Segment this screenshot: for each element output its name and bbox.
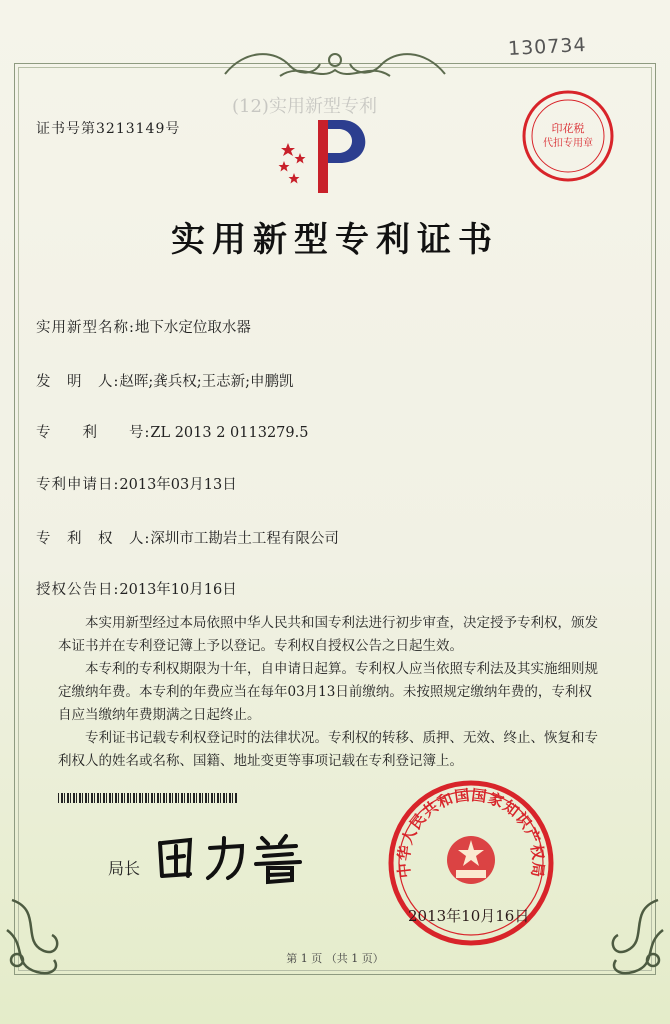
field-label: 专利申请日:	[36, 477, 120, 493]
certificate-number: 证书号第3213149号	[36, 121, 181, 137]
field-inventor	[36, 370, 294, 391]
seal-date: 2013年10月16日	[408, 907, 530, 925]
corner-ornament-bottom-right	[598, 890, 668, 980]
field-label: 实用新型名称:	[36, 320, 135, 336]
barcode	[58, 793, 238, 803]
director-signature	[150, 828, 320, 888]
field-value: ZL 2013 2 0113279.5	[150, 425, 309, 441]
field-value: 2013年10月16日	[119, 582, 237, 598]
svg-text:代扣专用章: 代扣专用章	[543, 138, 593, 149]
field-label: 发 明 人:	[36, 374, 120, 390]
body-paragraph: 专利证书记载专利权登记时的法律状况。专利权的转移、质押、无效、终止、恢复和专利权人的姓名或名称、国籍、地址变更等事项记载在专利登记簿上。	[58, 730, 598, 769]
director-label: 局长	[108, 859, 141, 878]
field-value: 赵晖;龚兵权;王志新;申鹏凯	[119, 374, 294, 390]
svg-text:中华人民共和国国家知识产权局: 中华人民共和国国家知识产权局	[394, 785, 548, 879]
corner-ornament-bottom-left	[2, 890, 72, 980]
page-footer: 第 1 页 （共 1 页）	[286, 952, 384, 965]
certificate-title: 实用新型专利证书	[171, 220, 499, 260]
field-value: 2013年03月13日	[119, 477, 237, 493]
field-value: 深圳市工勘岩土工程有限公司	[150, 531, 339, 547]
field-utility-name	[36, 316, 251, 337]
inner-border	[18, 67, 652, 971]
field-value: 地下水定位取水器	[134, 320, 251, 336]
field-patent-number	[36, 421, 308, 442]
field-grant-date	[36, 578, 237, 599]
handwritten-note: 130734	[507, 33, 588, 61]
svg-text:印花税: 印花税	[551, 122, 585, 135]
field-patentee	[36, 527, 339, 548]
top-ornament	[220, 44, 450, 84]
body-paragraph: 本实用新型经过本局依照中华人民共和国专利法进行初步审查，决定授予专利权，颁发本证书并在专利登记簿上予以登记。专利权自授权公告之日起生效。	[58, 615, 598, 654]
field-label: 授权公告日:	[36, 582, 120, 598]
field-label: 专 利 权 人:	[36, 531, 151, 547]
tax-stamp	[520, 88, 616, 184]
patent-office-logo-icon	[270, 115, 380, 195]
field-filing-date	[36, 473, 237, 494]
field-label: 专 利 号:	[36, 425, 151, 441]
body-paragraph: 本专利的专利权期限为十年，自申请日起算。专利权人应当依照专利法及其实施细则规定缴纳年费。本专利的年费应当在每年03月13日前缴纳。未按照规定缴纳年费的，专利权自应当缴纳年费期满之日起终止。	[58, 661, 598, 723]
header-ghost-text: (12)实用新型专利	[232, 96, 377, 117]
certificate-body	[58, 612, 598, 773]
